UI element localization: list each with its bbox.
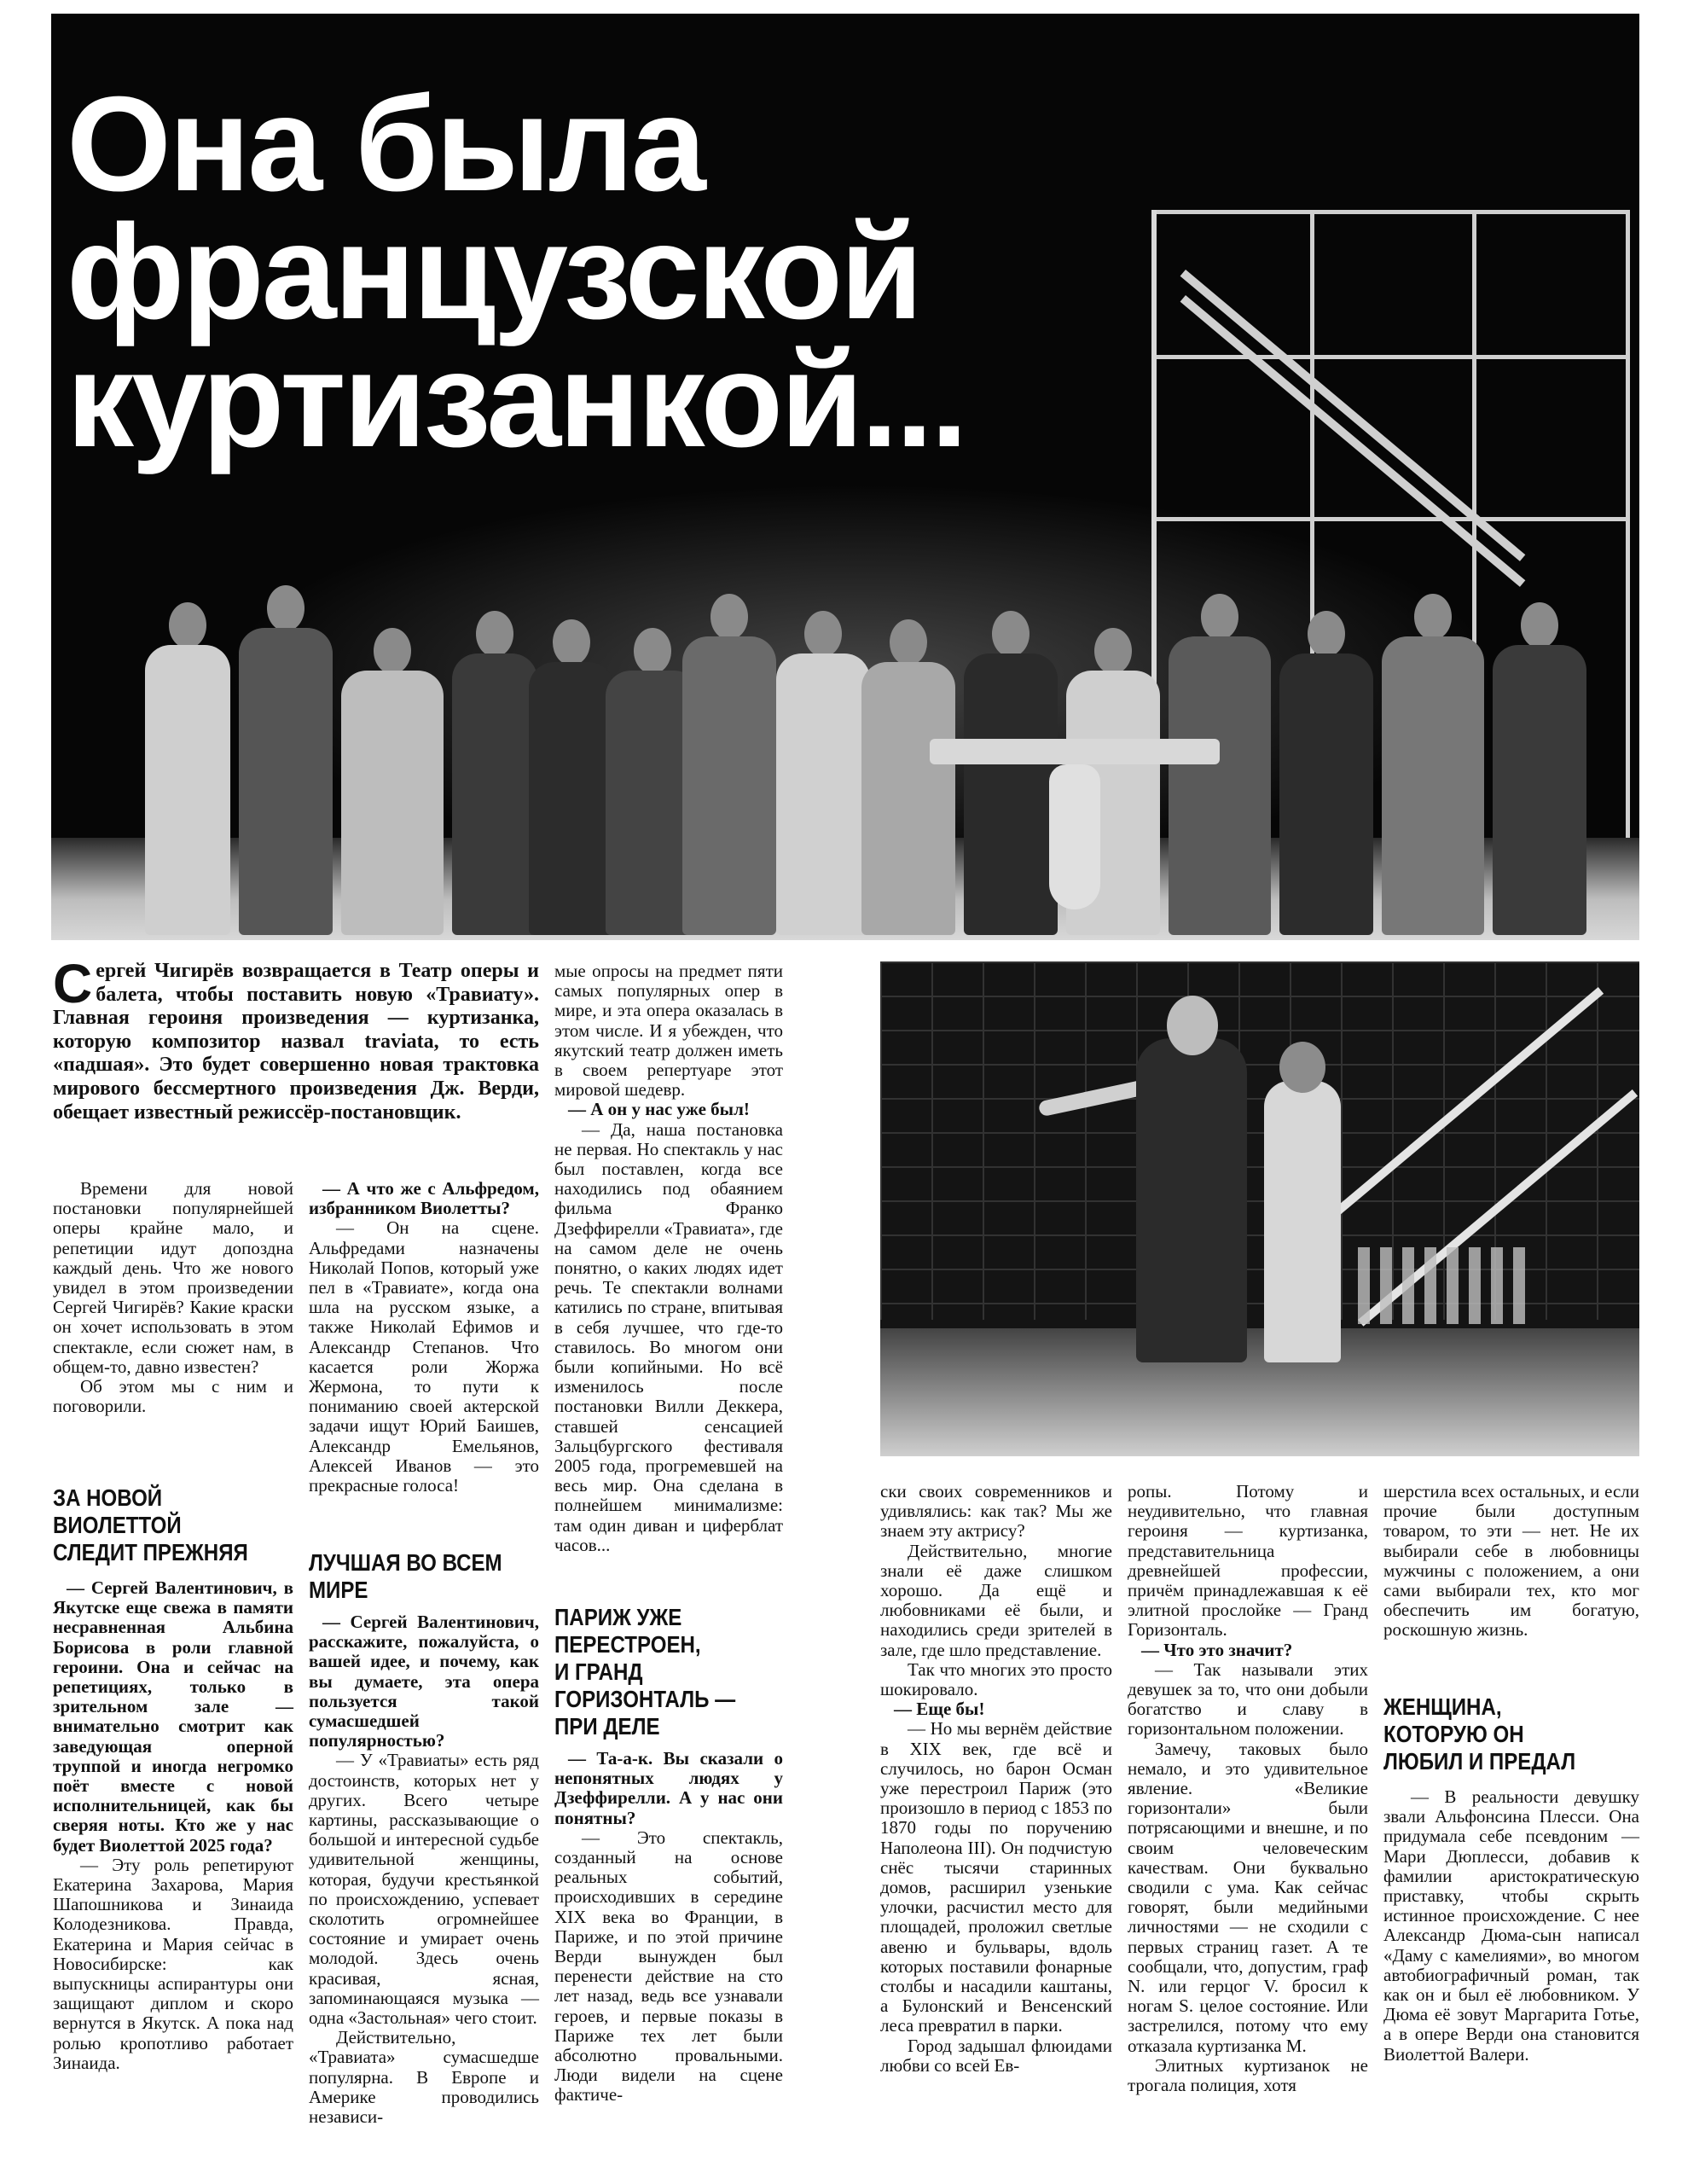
answer-meaning: — Так называли этих девушек за то, что они добыли богатство и славу в горизонтальном положении. [1128,1658,1368,1740]
subhead-best-in-world: ЛУЧШАЯ ВО ВСЕМ МИРЕ [309,1549,502,1603]
question-previous: — А он у нас уже был! [568,1099,750,1120]
performers-group [128,526,1595,935]
intro-paragraph-1: Времени для новой постановки популярнейшей оперы крайне мало, и репетиции идут допоздна каждый день. Что же нового увидел в этом произведении Сергей Чигирёв? Какие краски он хочет использовать в этом спектакле, если сюжет нам, в общем-то, давно известен? [53,1178,293,1377]
column-4-paragraph-5: Город задышал флюидами любви со всей Ев- [880,2035,1112,2076]
intro-paragraph-2: Об этом мы с ним и поговорили. [53,1376,293,1417]
lead-text: ергей Чигирёв возвращается в Театр оперы и балета, чтобы поставить новую «Травиату». Главная героиня произведения — куртизанка, которую композитор назвал traviata, то есть «падшая». Это будет совершенно новая трактовка мирового бессмертного произведения Дж. Верди, обещает известный режиссёр-постановщик. [53,960,539,1124]
column-1-body [53,1578,293,2073]
column-5-paragraph-3: Замечу, таковых было немало, и это удивительное явление. «Великие горизонтали» были потрясающими и внешне, и по своим человеческим качествам. Они буквально сводили с ума. Как сейчас говорят, были медийными личностями — не сходили с первых страниц газет. А те сообщали, что, допустим, граф N. или герцог V. бросил к ногам S. целое состояние. Или застрелился, потому что ему отказала куртизанка М. [1128,1738,1368,2056]
answer-real-name: — В реальности девушку звали Альфонсина Плесси. Она придумала себе псевдоним — Мари Дюплесси, добавив к фамилии аристократическую приставку, чтобы скрыть истинное происхождение. С нее Александр Дюма-сын написал «Даму с камелиями», во многом автобиографичный роман, так как он и был её любовником. У Дюма её зовут Маргарита Готье, а в опере Верди она становится Виолеттой Валери. [1383,1786,1639,2065]
subhead-violetta: ЗА НОВОЙ ВИОЛЕТТОЙ СЛЕДИТ ПРЕЖНЯЯ [53,1484,248,1565]
lead-paragraph [53,953,539,1124]
rehearsal-photo [880,961,1639,1456]
column-2-top [309,1179,539,1496]
answer-alfredo: — Он на сцене. Альфредами назначены Николай Попов, который уже пел в «Травиате», когда она шла на русском языке, а также Николай Ефимов и Александр Степанов. Что касается роли Жоржа Жермона, то пути к пониманию своей актерской задачи ищут Юрий Баишев, Александр Емельянов, Алексей Иванов — это прекрасные голоса! [309,1217,539,1496]
answer-popularity: — У «Травиаты» есть ряд достоинств, которых нет у других. Всего четыре картины, рассказывающие о большой и интересной судьбе удивительной женщины, которая, будучи крестьянкой по происхождению, успевает сколотить огромнейшее состояние и умирает очень молодой. Здесь очень красивая, ясная, запоминающаяся музыка — одна «Застольная» чего стоит. [309,1750,539,2029]
column-5-continuation: ропы. Потому и неудивительно, что главная героиня — куртизанка, представительница древнейшей профессии, причём принадлежавшая к её элитной прослойке — Гранд Горизонталь. [1128,1481,1368,1641]
headline-line-2: французской [67,197,921,347]
dropcap: С [53,953,93,1014]
stage-table-leg [1049,764,1100,909]
question-violetta: — Сергей Валентинович, в Якутске еще свежа в памяти несравненная Альбина Борисова в роли главной героини. Она и сейчас на репетициях, только в зрительном зале — внимательно смотрит как заведующая оперной труппой и иногда негромко поёт вместе с новой исполнительницей, как бы сверяя ноты. Кто же у нас будет Виолеттой 2025 года? [53,1577,293,1856]
column-4-paragraph-3: Так что многих это просто шокировало. [880,1658,1112,1700]
headline [67,69,966,475]
answer-popularity-cont: Действительно, «Травиата» сумасшедше популярна. В Европе и Америке проводились независи- [309,2027,539,2128]
column-3-top [554,961,783,1555]
subhead-paris: ПАРИЖ УЖЕ ПЕРЕСТРОЕН, И ГРАНД ГОРИЗОНТАЛЬ — ПРИ ДЕЛЕ [554,1604,736,1740]
column-3-continuation: мые опросы на предмет пяти самых популярных опер в мире, и эта опера оказалась в этом числе. И я убежден, что якутский театр должен иметь в своем репертуаре этот мировой шедевр. [554,961,783,1101]
column-5 [1128,1482,1368,2095]
answer-understood: — Это спектакль, созданный на основе реальных событий, происходивших в середине XIX века во Франции, в Париже, и по этой причине Верди вынужден был перенести действие на сто лет назад, ведь все узнавали героев, и первые показы в Париже тех лет были абсолютно провальными. Люди видели на сцене фактиче- [554,1827,783,2106]
answer-violetta: — Эту роль репетируют Екатерина Захарова, Мария Шапошникова и Зинаида Колодезникова. Правда, Екатерина и Мария сейчас в Новосибирске: как выпускницы аспирантуры они защищают диплом и скоро вернутся в Якутск. А пока над ролью кропотливо работает Зинаида. [53,1854,293,2073]
column-4-continuation: ски своих современников и удивлялись: как так? Мы же знаем эту актрису? [880,1481,1112,1542]
glassware-prop [1358,1247,1528,1324]
column-6-top [1383,1482,1639,1641]
question-popularity: — Сергей Валентинович, расскажите, пожалуйста, о вашей идее, и почему, как вы думаете, эта опера пользуется такой сумасшедшей популярностью? [309,1612,539,1751]
stage-table [930,739,1220,764]
subhead-woman-he-loved: ЖЕНЩИНА, КОТОРУЮ ОН ЛЮБИЛ И ПРЕДАЛ [1383,1693,1576,1774]
column-4 [880,1482,1112,2076]
question-alfredo: — А что же с Альфредом, избранником Виолетты? [309,1178,539,1219]
headline-line-1: Она была [67,69,704,219]
director-figure [1136,1038,1247,1362]
hero-photo [51,14,1639,940]
column-6-body [1383,1787,1639,2065]
column-3-body [554,1749,783,2106]
column-2-body [309,1612,539,2127]
column-6-continuation: шерстила всех остальных, и если прочие были доступным товаром, то эти — нет. Не их выбирали себе в любовницы мужчины с положением, а они сами выбирали тех, кто мог обеспечить им богатую, роскошную жизнь. [1383,1481,1639,1641]
actress-figure [1264,1081,1341,1362]
answer-haussmann: — Но мы вернём действие в XIX век, где всё и случилось, но барон Осман уже перестроил Париж (это произошло в период с 1853 по 1870 годы по поручению Наполеона III). Он подчистую снёс тысячи старинных домов, расширил узенькие улочки, расчистил место для площадей, проложил светлые авеню и бульвары, вдоль которых поставили фонарные столбы и насадили каштаны, а Булонский и Венсенский леса превратил в парки. [880,1718,1112,2036]
column-4-paragraph-2: Действительно, многие знали её даже слишком хорошо. Да ещё и любовниками её были, и находились среди зрителей в зале, где шло представление. [880,1540,1112,1660]
column-5-paragraph-4: Элитных куртизанок не трогала полиция, хотя [1128,2054,1368,2096]
column-1-intro [53,1179,293,1416]
headline-line-3: куртизанкой... [67,325,966,475]
answer-previous: — Да, наша постановка не первая. Но спектакль у нас был поставлен, когда все находились под обаянием фильма Франко Дзеффирелли «Травиата», где на самом деле не очень понятно, о каких людях идет речь. Те спектакли волнами катились по стране, впитывая в себя лучшее, что где-то ставилось. Во многом они были копийными. Но всё изменилось после постановки Вилли Деккера, ставшей сенсацией Зальцбургского фестиваля 2005 года, прогремевшей на весь мир. Она сделана в полнейшем минимализме: там один диван и циферблат часов... [554,1118,783,1555]
question-understood: — Та-а-к. Вы сказали о непонятных людях у Дзеффирелли. А у нас они понятны? [554,1748,783,1828]
question-meaning: — Что это значит? [1141,1639,1293,1660]
question-indeed: — Еще бы! [894,1699,985,1720]
